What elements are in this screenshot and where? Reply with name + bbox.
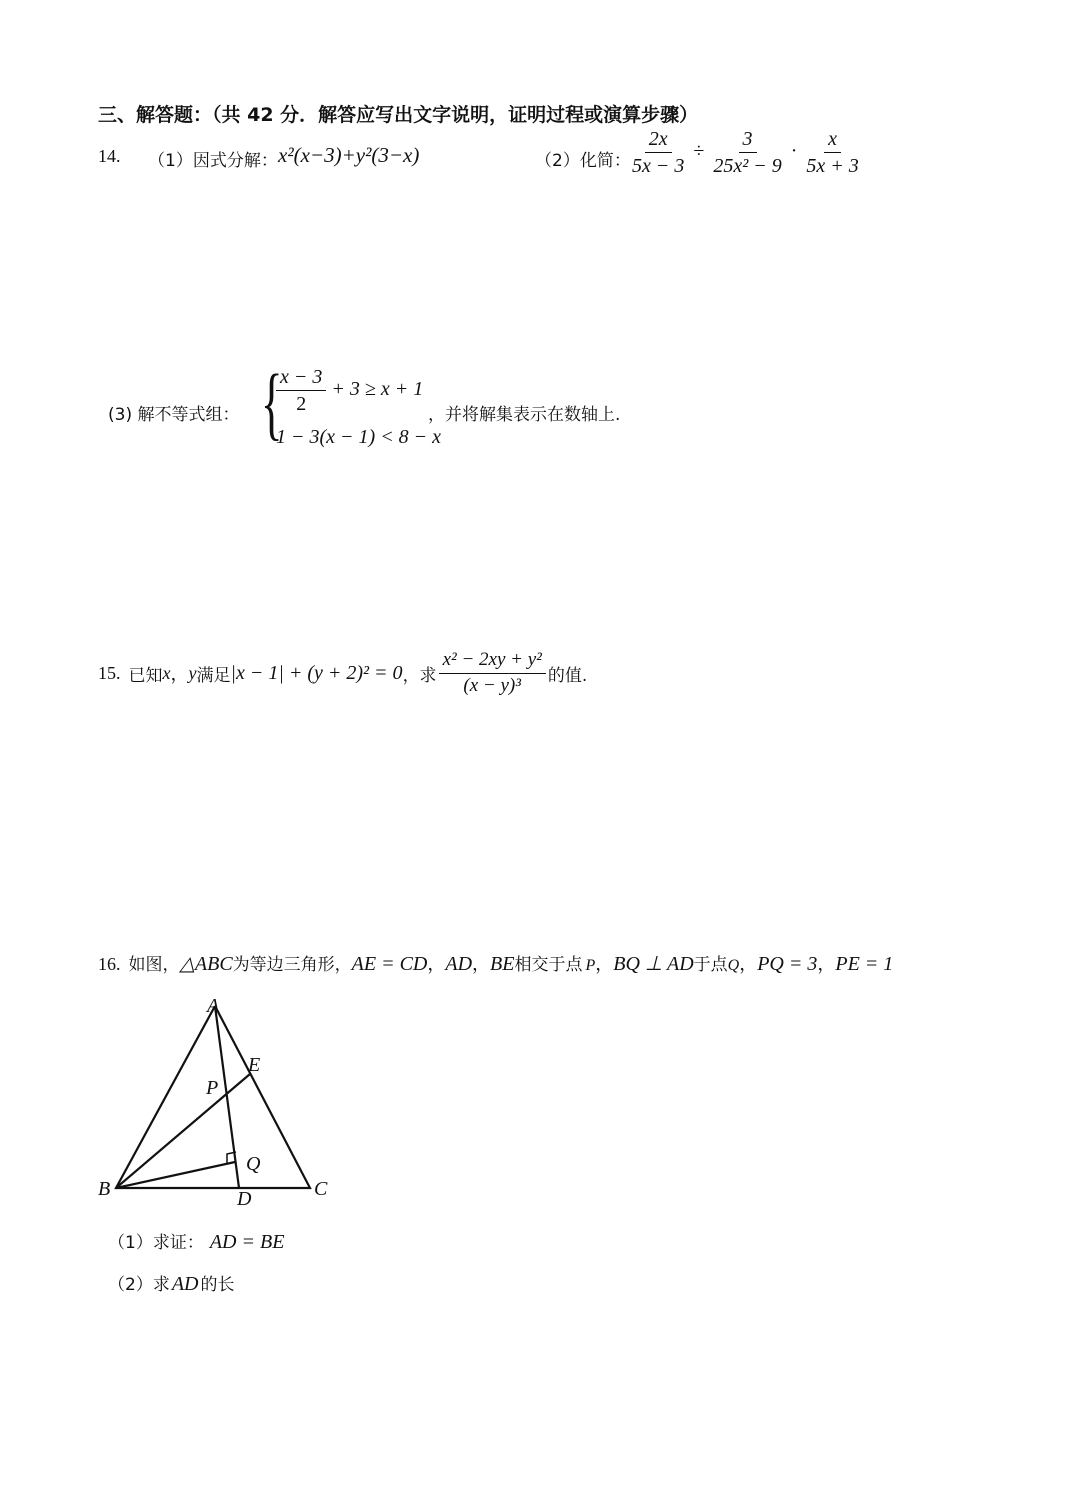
q16-perpendicular: BQ ⊥ AD (613, 953, 694, 975)
q16-sub2-tail: 的长 (200, 1275, 235, 1295)
fraction-2 (709, 128, 785, 177)
fraction-2-denominator: 25x² − 9 (713, 155, 782, 177)
triangle-figure (90, 990, 350, 1220)
q15-text-c: ，求 (402, 665, 437, 686)
q15-text-d: 的值. (547, 665, 588, 686)
q16-pq: PQ = 3 (757, 953, 818, 975)
q15-var-y: y (188, 662, 197, 683)
q16-sep-4: ， (739, 954, 758, 975)
q16-sub2-var: AD (171, 1273, 199, 1295)
inequality-1 (276, 366, 423, 415)
q16-sub1 (108, 1228, 284, 1254)
fraction-3-denominator: 5x + 3 (806, 155, 859, 177)
q15-comma: ， (170, 664, 189, 686)
divide-operator: ÷ (693, 140, 705, 163)
q16-sub1-label: （1）求证： (108, 1233, 204, 1253)
q16-condition-ae-cd: AE = CD (351, 953, 428, 975)
q14-number: 14. (98, 146, 121, 166)
label-e: E (248, 1054, 261, 1076)
q16-sub2 (108, 1270, 235, 1296)
label-d: D (237, 1188, 252, 1210)
q16-sub1-expression: AD = BE (209, 1231, 285, 1253)
q14-part1-expression: x²(x−3)+y²(3−x) (278, 143, 420, 167)
q16-segment-be: BE (490, 953, 515, 975)
q14-part2-label: （2）化简： (535, 151, 631, 171)
q16-stem-c: 相交于点 (514, 955, 583, 975)
label-q: Q (246, 1153, 261, 1175)
q14-part3-label: (3) 解不等式组： (108, 405, 240, 425)
inequality-1-fraction (276, 366, 326, 415)
q15-fraction (439, 650, 546, 697)
segment-bq (116, 1162, 235, 1188)
q15-fraction-denominator: (x − y)³ (463, 674, 521, 696)
fraction-3-numerator: x (824, 128, 841, 153)
inequality-1-rest: + 3 ≥ x + 1 (331, 378, 424, 401)
label-c: C (314, 1178, 328, 1200)
left-brace-icon: { (260, 357, 283, 448)
q15-number: 15. (98, 662, 121, 683)
q16-sub2-label: （2）求 (108, 1275, 170, 1295)
fraction-2-numerator: 3 (739, 128, 757, 153)
fraction-3 (802, 128, 862, 177)
q15-line (98, 650, 587, 697)
q16-sep-2: ， (472, 954, 491, 975)
q16-sep-1: ， (427, 954, 446, 975)
q16-sep-5: ， (817, 954, 836, 975)
q16-pe: PE = 1 (835, 953, 894, 975)
q16-stem (98, 950, 893, 976)
q14-part1-label: （1）因式分解： (148, 151, 278, 171)
fraction-1-denominator: 5x − 3 (632, 155, 685, 177)
fraction-1 (628, 128, 688, 177)
q16-stem-b: 为等边三角形， (232, 955, 352, 975)
fraction-1-numerator: 2x (645, 128, 672, 153)
q15-fraction-numerator: x² − 2xy + y² (439, 650, 546, 674)
q14-part3-suffix: ，并将解集表示在数轴上. (428, 405, 621, 425)
section-title: 三、解答题：（共 42 分．解答应写出文字说明，证明过程或演算步骤） (98, 104, 699, 126)
q15-text-a: 已知 (128, 665, 163, 686)
label-b: B (98, 1178, 111, 1200)
segment-be (116, 1074, 250, 1188)
q16-point-p: P (585, 957, 596, 974)
q16-segment-ad: AD (445, 953, 473, 975)
q15-var-x: x (162, 662, 171, 683)
multiply-operator: · (790, 140, 798, 163)
label-a: A (207, 995, 220, 1017)
q16-triangle: △ABC (179, 953, 233, 975)
q16-number: 16. (98, 954, 121, 974)
inequality-2: 1 − 3(x − 1) < 8 − x (276, 426, 442, 448)
label-p: P (206, 1077, 219, 1099)
q16-sep-3: ， (595, 954, 614, 975)
inequality-1-numerator: x − 3 (276, 366, 326, 391)
q15-condition: |x − 1| + (y + 2)² = 0 (230, 661, 403, 684)
q16-stem-d: 于点 (693, 955, 728, 975)
q15-text-b: 满足 (196, 665, 231, 686)
q14-part2-expression (628, 128, 863, 177)
q16-point-q: Q (727, 957, 740, 974)
q16-stem-a: 如图， (128, 955, 180, 975)
inequality-1-denominator: 2 (296, 393, 307, 415)
